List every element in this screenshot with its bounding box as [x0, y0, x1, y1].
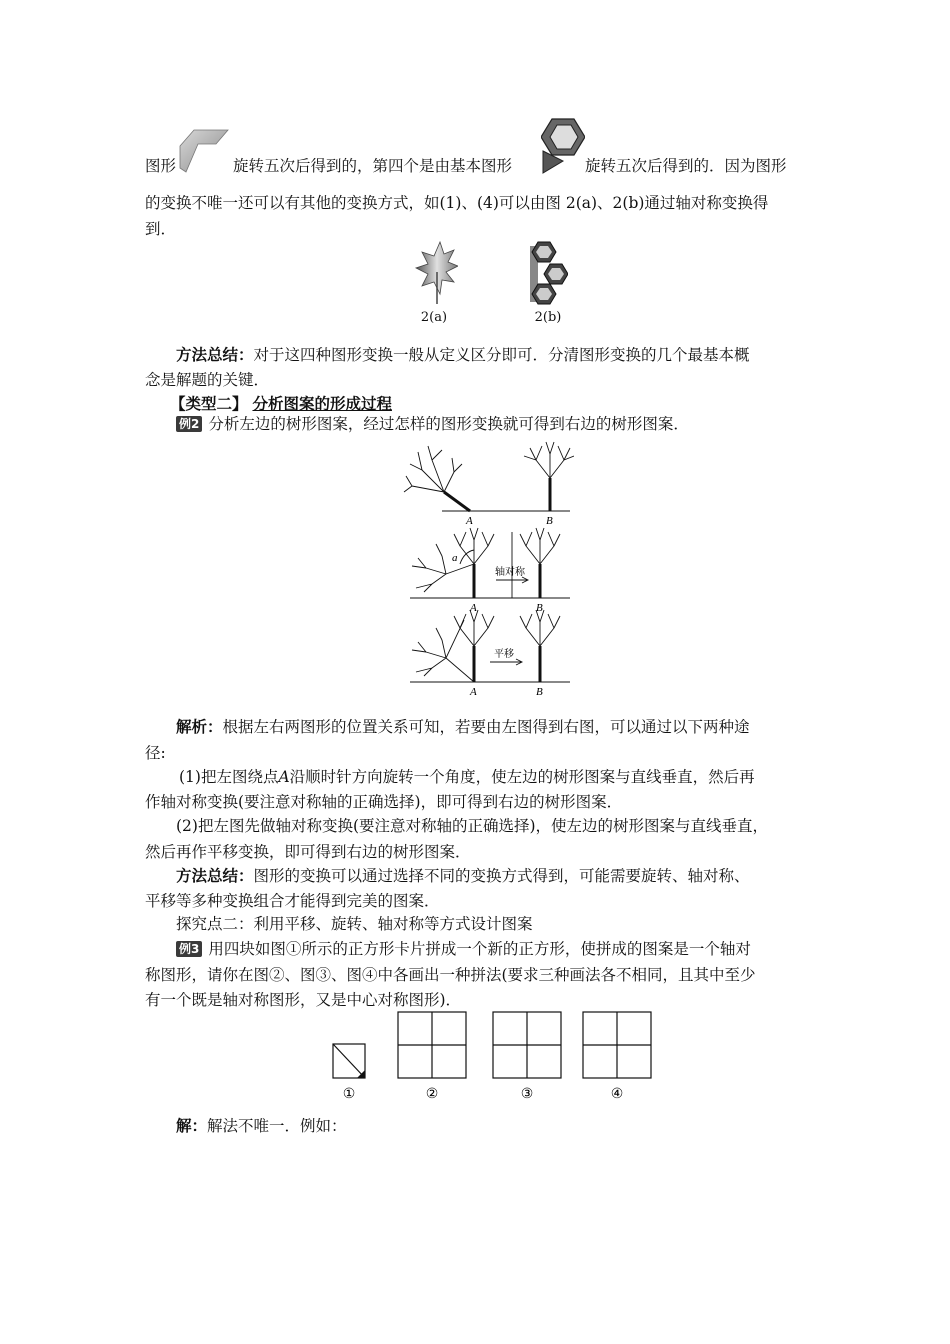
- caption-2a: 2(a): [420, 310, 448, 325]
- intro-text-1c: 旋转五次后得到的．因为图形: [585, 157, 787, 175]
- hexagon-shape-figure: [541, 113, 585, 175]
- label-A-1: A: [466, 515, 473, 527]
- example3-line-1: [176, 939, 856, 959]
- label-B-1: B: [546, 515, 553, 527]
- type2-title: 分析图案的形成过程: [252, 395, 392, 413]
- label-translate: 平移: [494, 649, 514, 660]
- leaf-figure-2a: [414, 240, 458, 306]
- exploration-point-2: 探究点二：利用平移、旋转、轴对称等方式设计图案: [176, 915, 533, 933]
- summary1-label: 方法总结：: [176, 346, 254, 364]
- label-A-3: A: [470, 686, 477, 698]
- label-reflect: 轴对称: [495, 567, 525, 578]
- analysis-p1-text-a: (1)把左图绕点: [179, 768, 279, 786]
- intro-line-2: 的变换不唯一还可以有其他的变换方式，如(1)、(4)可以由图 2(a)、2(b)通过轴对称变换得: [145, 194, 769, 212]
- tree-transformation-figure: [402, 440, 574, 698]
- analysis-p2-line-2: 然后再作平移变换，即可得到右边的树形图案．: [145, 843, 471, 861]
- analysis-p1-line-2: 作轴对称变换(要注意对称轴的正确选择)，即可得到右边的树形图案．: [145, 793, 623, 811]
- label-angle: a: [452, 552, 458, 564]
- example3-line-2: 称图形，请你在图②、图③、图④中各画出一种拼法(要求三种画法各不相同，且其中至少: [145, 966, 756, 984]
- caption-2: ②: [425, 1087, 439, 1102]
- square-grid-figure: [328, 1008, 658, 1106]
- label-B-3: B: [536, 686, 543, 698]
- caption-3: ③: [520, 1087, 534, 1102]
- analysis-text-1: 根据左右两图形的位置关系可知，若要由左图得到右图，可以通过以下两种途: [222, 718, 750, 736]
- summary2-line-1: [176, 866, 856, 886]
- analysis-p1-line-1: [179, 767, 859, 787]
- label-B-2: B: [536, 602, 543, 614]
- summary1-line-2: 念是解题的关键．: [145, 371, 270, 389]
- analysis-p2-line-1: (2)把左图先做轴对称变换(要注意对称轴的正确选择)，使左边的树形图案与直线垂直，: [176, 817, 769, 835]
- label-A-2: A: [470, 602, 477, 614]
- chevron-shape-figure: [176, 128, 232, 176]
- summary2-text-1: 图形的变换可以通过选择不同的变换方式得到，可能需要旋转、轴对称、: [253, 867, 750, 885]
- intro-text-1a: 图形: [145, 157, 177, 175]
- example2-line: [176, 414, 856, 434]
- analysis-label: 解析：: [176, 718, 223, 736]
- intro-line-1c: [585, 156, 835, 176]
- example3-line-3: 有一个既是轴对称图形，又是中心对称图形)．: [145, 991, 462, 1009]
- caption-4: ④: [610, 1087, 624, 1102]
- caption-2b: 2(b): [534, 310, 562, 325]
- solution-text: 解法不唯一．例如：: [207, 1117, 347, 1135]
- analysis-line-1: [176, 717, 856, 737]
- type2-label: 【类型二】: [170, 395, 248, 413]
- intro-text-1b: 旋转五次后得到的，第四个是由基本图形: [233, 157, 513, 175]
- example2-text: 分析左边的树形图案，经过怎样的图形变换就可得到右边的树形图案．: [208, 415, 689, 433]
- type2-heading: [170, 394, 850, 414]
- summary1-text-1: 对于这四种图形变换一般从定义区分即可．分清图形变换的几个最基本概: [253, 346, 750, 364]
- example3-text-1: 用四块如图①所示的正方形卡片拼成一个新的正方形，使拼成的图案是一个轴对: [208, 940, 751, 958]
- intro-line-3: 到．: [145, 220, 177, 238]
- analysis-p1-text-b: 沿顺时针方向旋转一个角度，使左边的树形图案与直线垂直，然后再: [289, 768, 755, 786]
- hexagon-chain-figure-2b: [528, 240, 568, 306]
- analysis-line-2: 径:: [145, 744, 166, 762]
- caption-1: ①: [342, 1087, 356, 1102]
- analysis-point-A: A: [278, 768, 290, 786]
- solution-label: 解：: [176, 1117, 208, 1135]
- example3-badge: 例3: [176, 941, 202, 957]
- solution-line: [176, 1116, 856, 1136]
- intro-line-1b: [233, 156, 543, 176]
- summary2-label: 方法总结：: [176, 867, 254, 885]
- example2-badge: 例2: [176, 416, 202, 432]
- summary2-line-2: 平移等多种变换组合才能得到完美的图案．: [145, 892, 440, 910]
- summary1-line-1: [176, 345, 856, 365]
